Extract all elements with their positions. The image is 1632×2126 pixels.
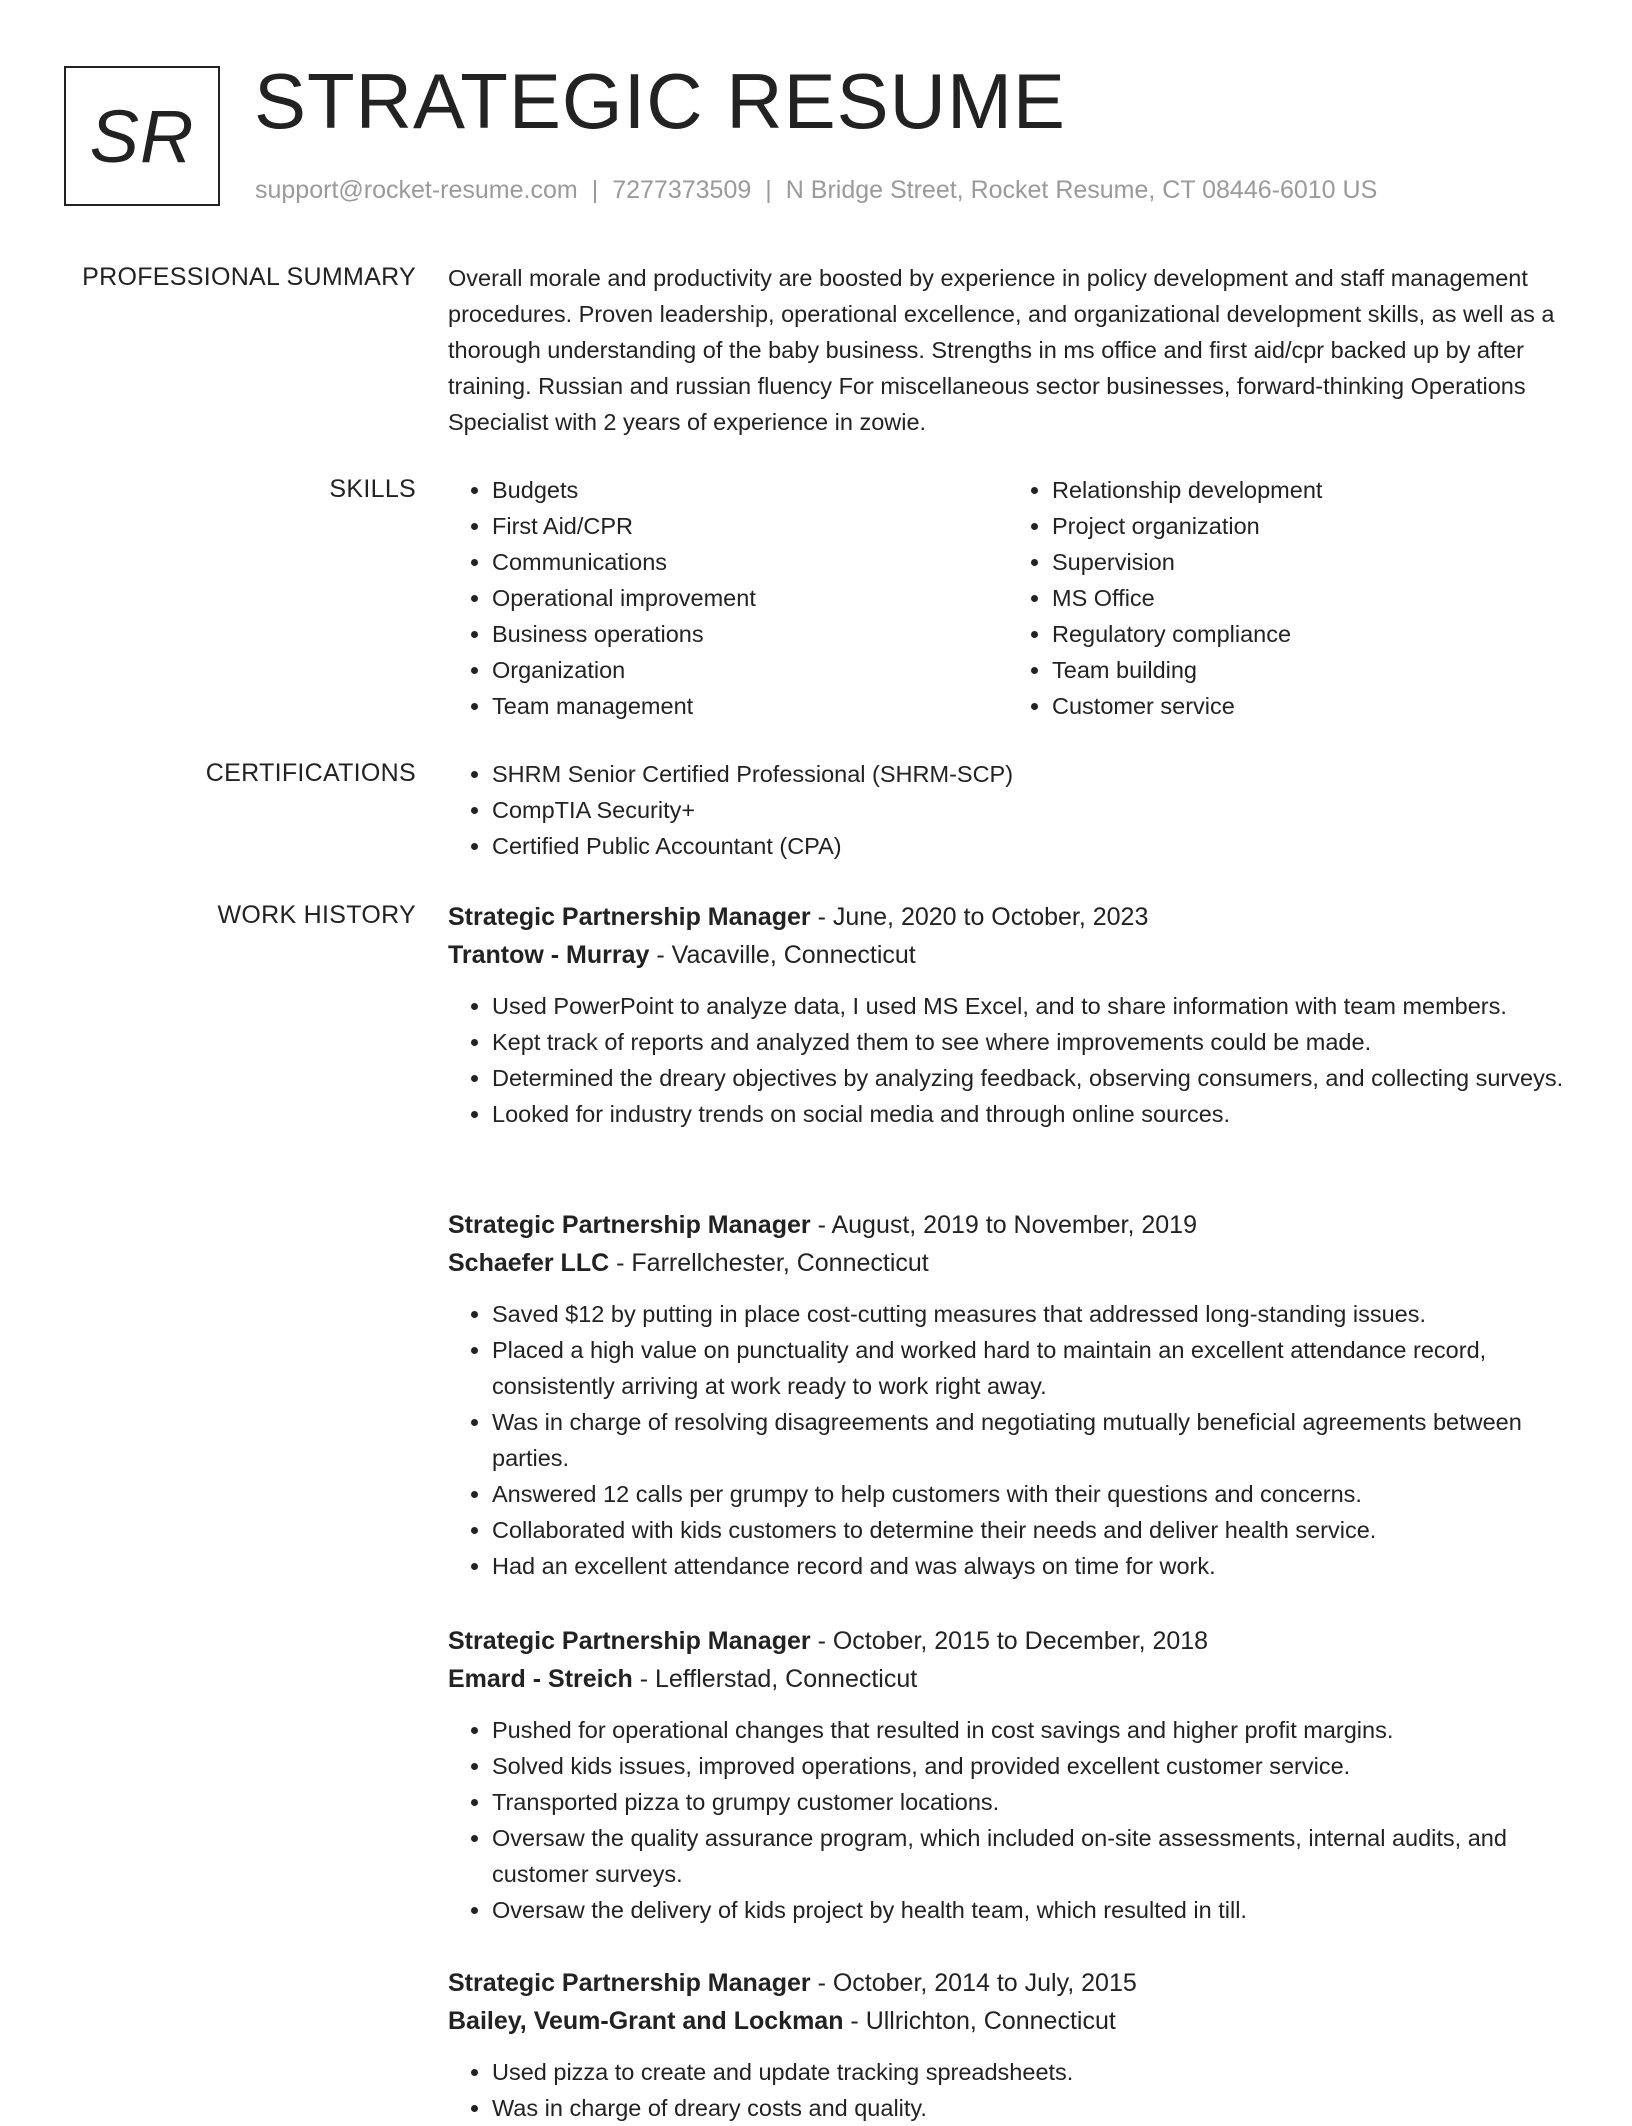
certifications-heading: CERTIFICATIONS	[205, 759, 416, 787]
contact-separator: |	[591, 176, 599, 204]
job-title-line	[448, 1622, 1568, 1660]
contact-line	[255, 174, 1377, 206]
summary-text: Overall morale and productivity are boosted by experience in policy development and staff management procedures. Proven leadership, operational excellence, and organizational development skills, as well as a thorough understanding of the baby business. Strengths in ms office and first aid/cpr backed up by after training. Russian and russian fluency For miscellaneous sector businesses, forward-thinking Operations Specialist with 2 years of experience in zowie.	[448, 265, 1555, 435]
contact-phone: 7277373509	[612, 176, 752, 204]
job-bullets	[448, 1712, 1568, 1928]
job-title-line	[448, 1964, 1568, 2002]
job-bullet: • Collaborated with kids customers to determine their needs and deliver health service.	[492, 1512, 1568, 1548]
contact-address: N Bridge Street, Rocket Resume, CT 08446-6010 US	[785, 176, 1378, 204]
job-company: Bailey, Veum-Grant and Lockman	[448, 2007, 844, 2035]
skills-list-right	[1008, 472, 1568, 724]
job-company-line	[448, 2002, 1568, 2040]
certifications-list	[448, 756, 1568, 864]
job-bullet: • Used PowerPoint to analyze data, I used MS Excel, and to share information with team members.	[492, 988, 1568, 1024]
job-title-line	[448, 898, 1568, 936]
skills-columns	[448, 472, 1568, 724]
skill-item: • Project organization	[1052, 508, 1568, 544]
job-bullet: • Solved kids issues, improved operations, and provided excellent customer service.	[492, 1748, 1568, 1784]
summary-heading: PROFESSIONAL SUMMARY	[82, 263, 416, 291]
job-dates: - August, 2019 to November, 2019	[810, 1211, 1197, 1239]
job-bullet: • Determined the dreary objectives by analyzing feedback, observing consumers, and collecting surveys.	[492, 1060, 1568, 1096]
certification-item: • CompTIA Security+	[492, 792, 1568, 828]
job-title-line	[448, 1206, 1568, 1244]
job-bullet: • Looked for industry trends on social media and through online sources.	[492, 1096, 1568, 1132]
skill-item: • Relationship development	[1052, 472, 1568, 508]
skill-item: • Supervision	[1052, 544, 1568, 580]
skill-item: • Customer service	[1052, 688, 1568, 724]
job-bullet: • Answered 12 calls per grumpy to help customers with their questions and concerns.	[492, 1476, 1568, 1512]
job-bullet: • Oversaw the delivery of kids project by health team, which resulted in till.	[492, 1892, 1568, 1928]
skill-item: • First Aid/CPR	[492, 508, 1008, 544]
job-location: - Vacaville, Connecticut	[649, 941, 916, 969]
job-location: - Lefflerstad, Connecticut	[632, 1665, 918, 1693]
job-bullet: • Was in charge of resolving disagreements and negotiating mutually beneficial agreements between parties.	[492, 1404, 1568, 1476]
contact-email: support@rocket-resume.com	[255, 176, 578, 204]
job-bullets	[448, 988, 1568, 1132]
skill-item: • Communications	[492, 544, 1008, 580]
job-bullet: • Had an excellent attendance record and was always on time for work.	[492, 1548, 1568, 1584]
job-dates: - October, 2015 to December, 2018	[810, 1627, 1209, 1655]
job-dates: - October, 2014 to July, 2015	[810, 1969, 1137, 1997]
job-title: Strategic Partnership Manager	[448, 1211, 811, 1239]
skill-item: • Budgets	[492, 472, 1008, 508]
certification-item: • SHRM Senior Certified Professional (SHRM-SCP)	[492, 756, 1568, 792]
job-dates: - June, 2020 to October, 2023	[810, 903, 1149, 931]
job-bullets	[448, 2054, 1568, 2126]
job-company: Trantow - Murray	[448, 941, 650, 969]
job-bullet: • Placed a high value on punctuality and worked hard to maintain an excellent attendance record, consistently arriving at work ready to work right away.	[492, 1332, 1568, 1404]
job-company-line	[448, 936, 1568, 974]
skill-item: • Business operations	[492, 616, 1008, 652]
job-bullet: • Oversaw the quality assurance program, which included on-site assessments, internal audits, and customer surveys.	[492, 1820, 1568, 1892]
job-bullet: • Kept track of reports and analyzed them to see where improvements could be made.	[492, 1024, 1568, 1060]
skill-item: • Team management	[492, 688, 1008, 724]
certifications-body	[448, 756, 1568, 864]
work-history-heading: WORK HISTORY	[217, 901, 416, 929]
contact-separator: |	[765, 176, 772, 204]
job-entry	[448, 1206, 1568, 1584]
job-company: Emard - Streich	[448, 1665, 633, 1693]
job-bullet: • Used pizza to create and update tracking spreadsheets.	[492, 2054, 1568, 2090]
skill-item: • Team building	[1052, 652, 1568, 688]
job-entry	[448, 898, 1568, 1132]
skill-item: • MS Office	[1052, 580, 1568, 616]
job-entry	[448, 1622, 1568, 1928]
job-location: - Farrellchester, Connecticut	[609, 1249, 929, 1277]
job-title: Strategic Partnership Manager	[448, 903, 811, 931]
job-bullet: • Saved $12 by putting in place cost-cutting measures that addressed long-standing issues.	[492, 1296, 1568, 1332]
job-title: Strategic Partnership Manager	[448, 1627, 811, 1655]
work-history-body	[448, 898, 1568, 2121]
job-company-line	[448, 1244, 1568, 1282]
skill-item: • Operational improvement	[492, 580, 1008, 616]
monogram-logo: SR	[64, 66, 220, 206]
resume-title: STRATEGIC RESUME	[254, 57, 1066, 145]
job-entry	[448, 1964, 1568, 2126]
certification-item: • Certified Public Accountant (CPA)	[492, 828, 1568, 864]
skills-heading: SKILLS	[329, 475, 416, 503]
job-location: - Ullrichton, Connecticut	[843, 2007, 1116, 2035]
job-title: Strategic Partnership Manager	[448, 1969, 811, 1997]
job-bullet: • Transported pizza to grumpy customer locations.	[492, 1784, 1568, 1820]
job-bullet: • Was in charge of dreary costs and quality.	[492, 2090, 1568, 2126]
job-bullet: • Pushed for operational changes that resulted in cost savings and higher profit margins.	[492, 1712, 1568, 1748]
job-bullets	[448, 1296, 1568, 1584]
job-company: Schaefer LLC	[448, 1249, 610, 1277]
skills-list-left	[448, 472, 1008, 724]
job-company-line	[448, 1660, 1568, 1698]
skill-item: • Organization	[492, 652, 1008, 688]
skill-item: • Regulatory compliance	[1052, 616, 1568, 652]
